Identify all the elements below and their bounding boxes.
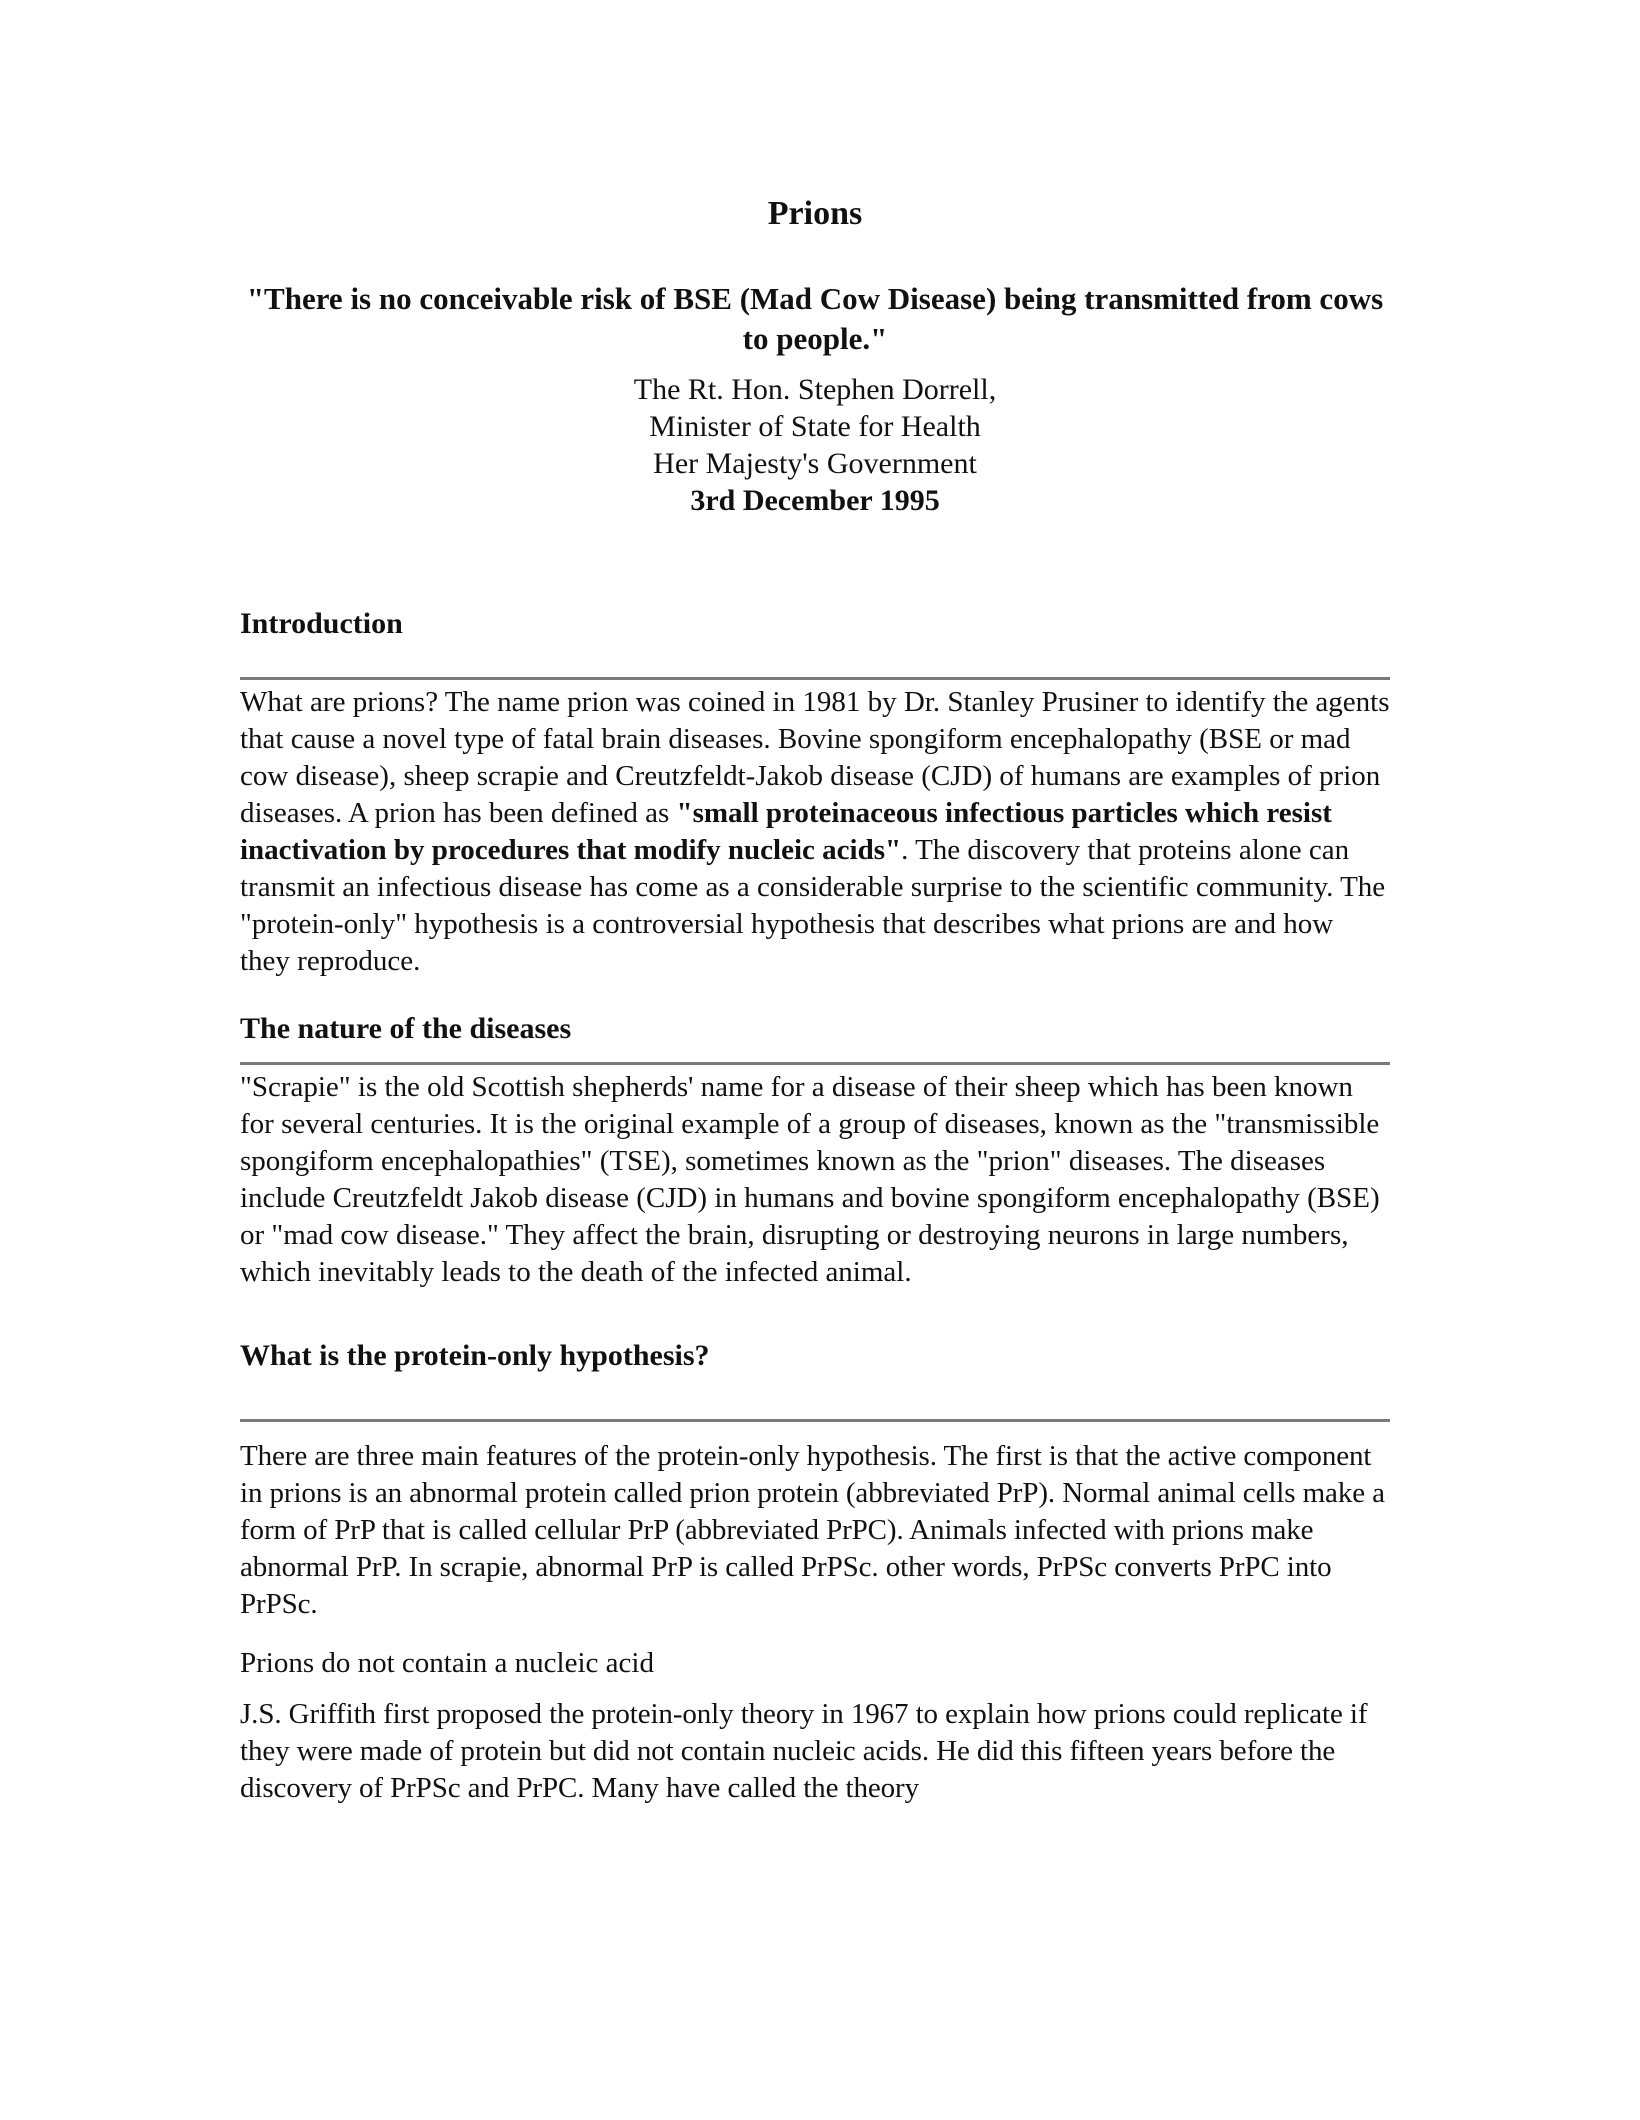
attribution-role: Minister of State for Health [649,409,981,443]
document-page [240,180,1390,1807]
quote-attribution [240,371,1390,519]
attribution-date: 3rd December 1995 [690,483,940,517]
hypothesis-paragraph: There are three main features of the protein-only hypothesis. The first is that the active component in prions is an abnormal protein called prion protein (abbreviated PrP). Normal animal cells make a form of PrP that is called cellular PrP (abbreviated PrPC). Animals infected with prions make abnormal PrP. In scrapie, abnormal PrP is called PrPSc. other words, PrPSc converts PrPC into PrPSc. [240,1439,1385,1620]
section-divider [240,1419,1390,1422]
section-divider [240,1062,1390,1065]
epigraph-quote: "There is no conceivable risk of BSE (Mad Cow Disease) being transmitted from cows to people." [246,280,1384,356]
attribution-org: Her Majesty's Government [653,446,977,480]
hypothesis-heading: What is the protein-only hypothesis? [240,1338,710,1372]
document-title: Prions [767,195,863,232]
introduction-text-after: . The discovery that proteins alone can transmit an infectious disease has come as a considerable surprise to the scientific community. The "protein-only" hypothesis is a controversial hypothesis that describes what prions are and how they reproduce. [240,833,1386,977]
prion-definition: "small proteinaceous infectious particles which resist inactivation by procedures that modify nucleic acids" [240,796,1332,866]
hypothesis-subheading: Prions do not contain a nucleic acid [240,1646,654,1679]
introduction-paragraph [240,684,1390,980]
section-divider [240,677,1390,680]
nature-heading: The nature of the diseases [240,1011,572,1045]
introduction-heading: Introduction [240,606,403,640]
introduction-text-before: What are prions? The name prion was coined in 1981 by Dr. Stanley Prusiner to identify the agents that cause a novel type of fatal brain diseases. Bovine spongiform encephalopathy (BSE or mad cow disease), sheep scrapie and Creutzfeldt-Jakob disease (CJD) of humans are examples of prion diseases. A prion has been defined as [240,685,1390,829]
attribution-name: The Rt. Hon. Stephen Dorrell, [633,372,997,406]
nature-paragraph: "Scrapie" is the old Scottish shepherds' name for a disease of their sheep which has been known for several centuries. It is the original example of a group of diseases, known as the "transmissible spongiform encephalopathies" (TSE), sometimes known as the "prion" diseases. The diseases include Creutzfeldt Jakob disease (CJD) in humans and bovine spongiform encephalopathy (BSE) or "mad cow disease." They affect the brain, disrupting or destroying neurons in large numbers, which inevitably leads to the death of the infected animal. [240,1070,1380,1288]
griffith-paragraph: J.S. Griffith first proposed the protein-only theory in 1967 to explain how prions could replicate if they were made of protein but did not contain nucleic acids. He did this fifteen years before the discovery of PrPSc and PrPC. Many have called the theory [240,1697,1368,1804]
